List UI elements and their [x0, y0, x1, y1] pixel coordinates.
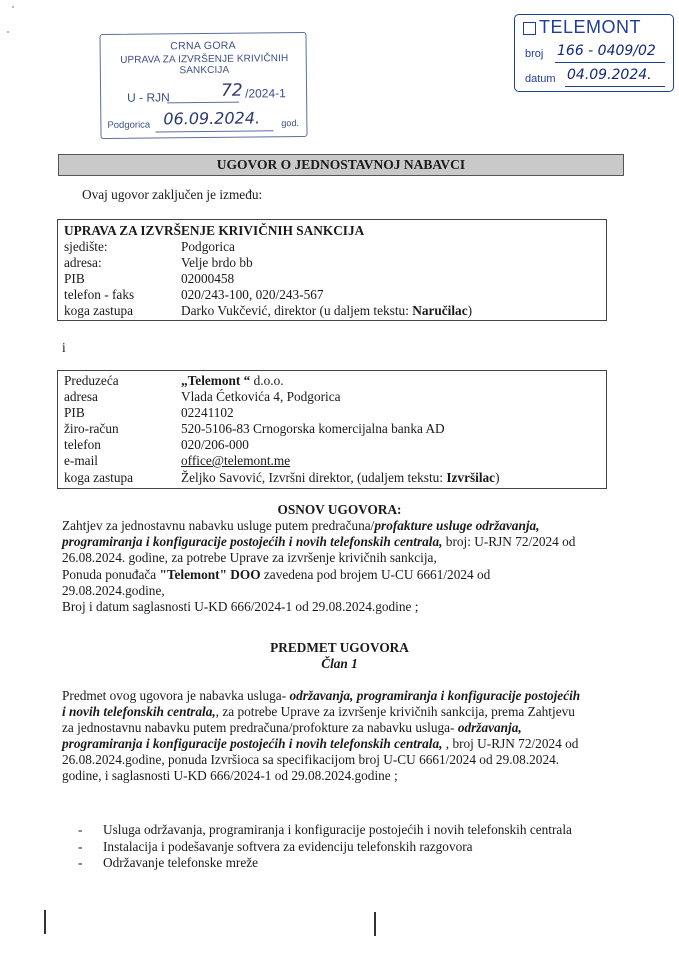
- contractor-rep-role: Izvršilac: [446, 470, 496, 485]
- client-rep: [181, 303, 472, 319]
- subject-emphasis: održavanja, programiranja i konfiguracije postojećih: [289, 688, 581, 703]
- basis-line: Broj i datum saglasnosti U-KD 666/2024-1 od 29.08.2024.godine ;: [62, 599, 419, 614]
- client-row-label: sjedište:: [64, 239, 108, 254]
- stamp-rjn-year: /2024-1: [245, 86, 286, 101]
- stamp-date-underline: [155, 130, 273, 132]
- subject-heading: PREDMET UGOVORA: [270, 640, 409, 655]
- subject-emphasis: održavanja,: [457, 720, 522, 735]
- subject-text: za jednostavnu nabavku putem predračuna/profokture za nabavku usluga-: [62, 720, 458, 735]
- article-label: Član 1: [321, 656, 358, 671]
- subject-line: [62, 704, 575, 720]
- client-name: UPRAVA ZA IZVRŠENJE KRIVIČNIH SANKCIJA: [64, 223, 365, 238]
- bullet-marker: -: [78, 855, 83, 870]
- client-rep-value: Darko Vukčević, direktor (u daljem tekstu:: [181, 303, 413, 318]
- contractor-row-value: 02241102: [181, 405, 234, 420]
- contractor-company-suffix: d.o.o.: [250, 373, 284, 388]
- client-rep-close: ): [467, 303, 473, 318]
- subject-line: 26.08.2024.godine, ponuda Izvršioca sa specifikacijom broj U-CU 6661/2024 od 29.08.2024.: [62, 752, 560, 767]
- intro-text: Ovaj ugovor zaključen je između:: [82, 187, 263, 202]
- conjunction: i: [62, 340, 66, 355]
- contractor-row-label: žiro-račun: [64, 421, 119, 436]
- client-rep-role: Naručilac: [412, 303, 468, 318]
- client-row-value: 02000458: [181, 271, 235, 286]
- margin-mark: [44, 910, 46, 934]
- stamp-date-label: datum: [525, 73, 556, 85]
- contractor-rep-close: ): [495, 470, 500, 485]
- stamp-number-label: broj: [525, 48, 544, 60]
- contractor-row-value: Vlada Ćetkovića 4, Podgorica: [181, 389, 341, 404]
- client-row-label: PIB: [64, 271, 85, 286]
- subject-line: [62, 720, 522, 736]
- contractor-row-value: 520-5106-83 Crnogorska komercijalna banka AD: [181, 421, 445, 436]
- client-row-value: Podgorica: [181, 239, 235, 254]
- stamp-rjn-number: 72: [220, 80, 243, 101]
- basis-line: [62, 567, 490, 583]
- scan-speck: [12, 6, 14, 8]
- stamp-number-underline: [555, 62, 665, 63]
- scan-speck: [7, 31, 9, 33]
- subject-emphasis: programiranja i konfiguracije postojećih i novih telefonskih centrala,: [62, 736, 443, 751]
- stamp-place-label: Podgorica: [107, 119, 151, 132]
- contractor-row-label: PIB: [64, 405, 85, 420]
- subject-text: , broj U-RJN 72/2024 od: [442, 736, 579, 751]
- client-rep-label: koga zastupa: [64, 303, 134, 318]
- subject-line: [62, 736, 578, 752]
- basis-text: broj: U-RJN 72/2024 od: [442, 534, 576, 549]
- stamp-country: CRNA GORA: [170, 39, 237, 53]
- document-title: UGOVOR O JEDNOSTAVNOJ NABAVCI: [58, 154, 624, 176]
- basis-heading: OSNOV UGOVORA:: [277, 502, 402, 517]
- stamp-date-value: 04.09.2024.: [567, 67, 652, 83]
- contractor-row-label: telefon: [64, 437, 101, 452]
- subject-text: , za potrebe Uprave za izvršenje krivičnih sankcija, prema Zahtjevu: [215, 704, 575, 719]
- client-row-label: telefon - faks: [64, 287, 135, 302]
- subject-line: godine, i saglasnosti U-KD 666/2024-1 od 29.08.2024.godine ;: [62, 768, 398, 783]
- basis-text: Zahtjev za jednostavnu nabavku usluge putem predračuna/: [62, 518, 375, 533]
- basis-text: zavedena pod brojem U-CU 6661/2024 od: [260, 567, 491, 582]
- stamp-institution: UPRAVA ZA IZVRŠENJE KRIVIČNIH SANKCIJA: [120, 53, 289, 77]
- contractor-company-label: Preduzeća: [64, 373, 119, 388]
- basis-company: "Telemont" DOO: [159, 567, 261, 582]
- basis-line: [62, 534, 575, 550]
- client-row-label: adresa:: [64, 255, 102, 270]
- subject-line: [62, 688, 580, 704]
- contractor-company-name: „Telemont “: [181, 373, 251, 388]
- contractor-rep-value: Željko Savović, Izvršni direktor, (udaljem tekstu:: [181, 470, 447, 485]
- client-row-value: 020/243-100, 020/243-567: [181, 287, 324, 302]
- stamp-number-value: 166 - 0409/02: [557, 43, 656, 59]
- contractor-email-link[interactable]: office@telemont.me: [181, 453, 291, 468]
- list-item: Usluga održavanja, programiranja i konfiguracije postojećih i novih telefonskih centrala: [103, 822, 572, 837]
- subject-emphasis: i novih telefonskih centrala,: [62, 704, 216, 719]
- stamp-square-icon: [523, 22, 536, 35]
- basis-line: 26.08.2024. godine, za potrebe Uprave za izvršenje krivičnih sankcija,: [62, 550, 437, 565]
- stamp-brand: TELEMONT: [539, 17, 642, 37]
- stamp-date: 06.09.2024.: [163, 108, 261, 129]
- subject-text: Predmet ovog ugovora je nabavka usluga-: [62, 688, 290, 703]
- contractor-row-label: adresa: [64, 389, 98, 404]
- stamp-rjn-label: U - RJN: [127, 90, 170, 105]
- bullet-marker: -: [78, 822, 83, 837]
- telemont-stamp: [514, 14, 674, 92]
- registry-stamp: [99, 32, 307, 139]
- basis-text: Ponuda ponuđača: [62, 567, 160, 582]
- contractor-rep: [181, 470, 500, 486]
- stamp-year-suffix: god.: [281, 118, 299, 129]
- margin-mark: [374, 912, 376, 936]
- stamp-date-underline: [565, 86, 665, 87]
- basis-emphasis: programiranja i konfiguracije postojećih i novih telefonskih centrala,: [62, 534, 443, 549]
- list-item: Održavanje telefonske mreže: [103, 855, 259, 870]
- basis-emphasis: profakture usluge održavanja,: [374, 518, 540, 533]
- basis-line: [62, 518, 540, 534]
- basis-line: 29.08.2024.godine,: [62, 583, 165, 598]
- contractor-rep-label: koga zastupa: [64, 470, 134, 485]
- contractor-company: [181, 373, 284, 389]
- contractor-row-value: 020/206-000: [181, 437, 249, 452]
- client-party-box: [57, 219, 607, 321]
- list-item: Instalacija i podešavanje softvera za evidenciju telefonskih razgovora: [103, 839, 473, 854]
- stamp-rjn-underline: [167, 102, 239, 104]
- client-row-value: Velje brdo bb: [181, 255, 253, 270]
- bullet-marker: -: [78, 839, 83, 854]
- contractor-party-box: [57, 370, 607, 489]
- contractor-row-label: e-mail: [64, 453, 98, 468]
